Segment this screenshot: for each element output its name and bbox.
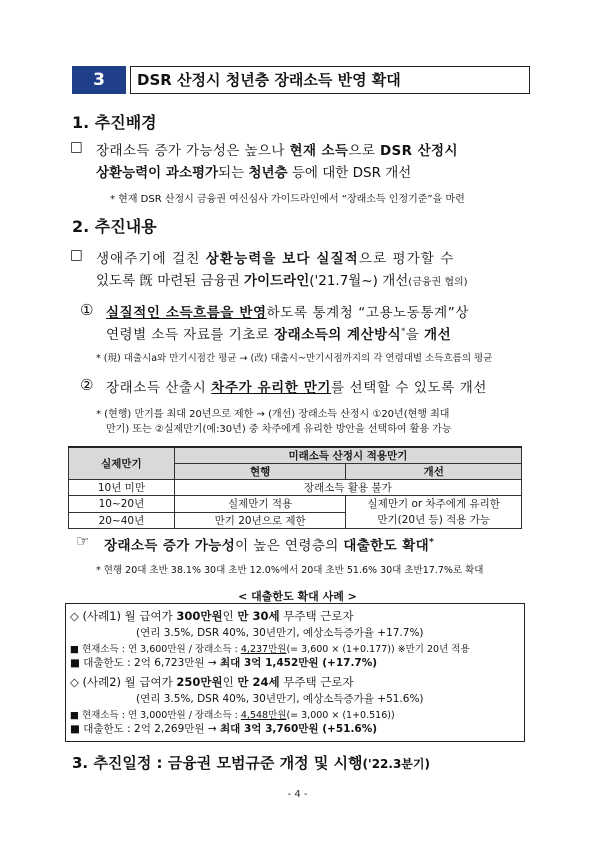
case-1-income: ■ 현재소득 : 연 3,600만원 / 장래소득 : 4,237만원(= 3,600 × (1+0.177)) ※만기 20년 적용 bbox=[70, 644, 470, 655]
highlight-note: * 현행 20대 초반 38.1% 30대 초반 12.0%에서 20대 초반 51.6% 30대 초반17.7%로 확대 bbox=[96, 565, 484, 576]
table-header-group: 미래소득 산정시 적용만기 bbox=[174, 447, 521, 464]
case-2-header: ◇ (사례2) 월 급여가 250만원인 만 24세 무주택 근로자 bbox=[70, 675, 354, 689]
contents-para-line1: 생애주기에 걸친 상환능력을 보다 실질적으로 평가할 수 bbox=[96, 251, 455, 267]
case-1-conditions: (연리 3.5%, DSR 40%, 30년만기, 예상소득증가율 +17.7%) bbox=[136, 627, 424, 639]
item-1-line2: 연령별 소득 자료를 기초로 장래소득의 계산방식*을 개선 bbox=[106, 326, 452, 343]
background-para-line2: 상환능력이 과소평가되는 청년층 등에 대한 DSR 개선 bbox=[96, 165, 412, 181]
case-1-header: ◇ (사례1) 월 급여가 300만원인 만 30세 무주택 근로자 bbox=[70, 609, 354, 623]
case-1-limit: ■ 대출한도 : 2억 6,723만원 → 최대 3억 1,452만원 (+17.7%) bbox=[70, 657, 378, 669]
background-para-line1: 장래소득 증가 가능성은 높으나 현재 소득으로 DSR 산정시 bbox=[96, 143, 458, 159]
table-cell: 10~20년 bbox=[69, 496, 175, 513]
table-cell: 장래소득 활용 불가 bbox=[174, 480, 521, 496]
table-cell: 만기 20년으로 제한 bbox=[174, 512, 346, 529]
heading-contents: 2. 추진내용 bbox=[72, 217, 157, 236]
highlight-line: 장래소득 증가 가능성이 높은 연령층의 대출한도 확대* bbox=[104, 537, 435, 554]
case-2-limit: ■ 대출한도 : 2억 2,269만원 → 최대 3억 3,760만원 (+51.6%) bbox=[70, 723, 378, 735]
table-cell: 20~40년 bbox=[69, 512, 175, 529]
table-cell: 실제만기 적용 bbox=[174, 496, 346, 513]
pointing-hand-icon: ☞ bbox=[76, 532, 90, 550]
table-cell-improved: 실제만기 or 차주에게 유리한 만기(20년 등) 적용 가능 bbox=[346, 496, 522, 529]
item-1-number: ① bbox=[80, 301, 94, 319]
section-number: 3 bbox=[72, 66, 126, 94]
item-2-line1: 장래소득 산출시 차주가 유리한 만기를 선택할 수 있도록 개선 bbox=[106, 380, 487, 396]
cases-title: < 대출한도 확대 사례 > bbox=[238, 590, 357, 603]
heading-schedule: 3. 추진일정 : 금융권 모범규준 개정 및 시행('22.3분기) bbox=[72, 754, 430, 772]
case-2-income: ■ 현재소득 : 연 3,000만원 / 장래소득 : 4,548만원(= 3,000 × (1+0.516)) bbox=[70, 710, 395, 721]
item-2-number: ② bbox=[80, 376, 94, 394]
contents-para-line2: 있도록 旣 마련된 금융권 가이드라인('21.7월~) 개선(금융권 협의) bbox=[96, 273, 468, 289]
item-1-line1: 실질적인 소득흐름을 반영하도록 통계청 “고용노동통계”상 bbox=[106, 305, 469, 321]
table-row bbox=[69, 496, 522, 513]
table-cell: 10년 미만 bbox=[69, 480, 175, 496]
item-2-note-line1: * (현행) 만기를 최대 20년으로 제한 → (개선) 장래소득 산정시 ①20년(현행 최대 bbox=[96, 409, 450, 420]
page-number: - 4 - bbox=[287, 789, 308, 800]
item-1-note: * (現) 대출시a와 만기시점간 평균 → (改) 대출시~만기시점까지의 각 연령대별 소득흐름의 평균 bbox=[96, 353, 493, 364]
heading-background: 1. 추진배경 bbox=[72, 113, 157, 132]
bullet-square-icon: □ bbox=[70, 139, 83, 155]
table-header-current: 현행 bbox=[174, 464, 346, 480]
case-2-conditions: (연리 3.5%, DSR 40%, 30년만기, 예상소득증가율 +51.6%) bbox=[136, 693, 424, 705]
table-row bbox=[69, 480, 522, 496]
section-title-text: DSR 산정시 청년층 장래소득 반영 확대 bbox=[130, 66, 530, 94]
table-header-maturity: 실제만기 bbox=[69, 447, 175, 480]
maturity-table bbox=[68, 446, 522, 529]
bullet-square-icon: □ bbox=[70, 247, 83, 263]
background-note: * 현재 DSR 산정시 금융권 여신심사 가이드라인에서 “장래소득 인정기준”을 마련 bbox=[110, 194, 465, 205]
section-title bbox=[72, 66, 524, 94]
table-header-improved: 개선 bbox=[346, 464, 522, 480]
item-2-note-line2: 만기) 또는 ②실제만기(예:30년) 중 차주에게 유리한 방안을 선택하여 활용 가능 bbox=[106, 424, 452, 435]
